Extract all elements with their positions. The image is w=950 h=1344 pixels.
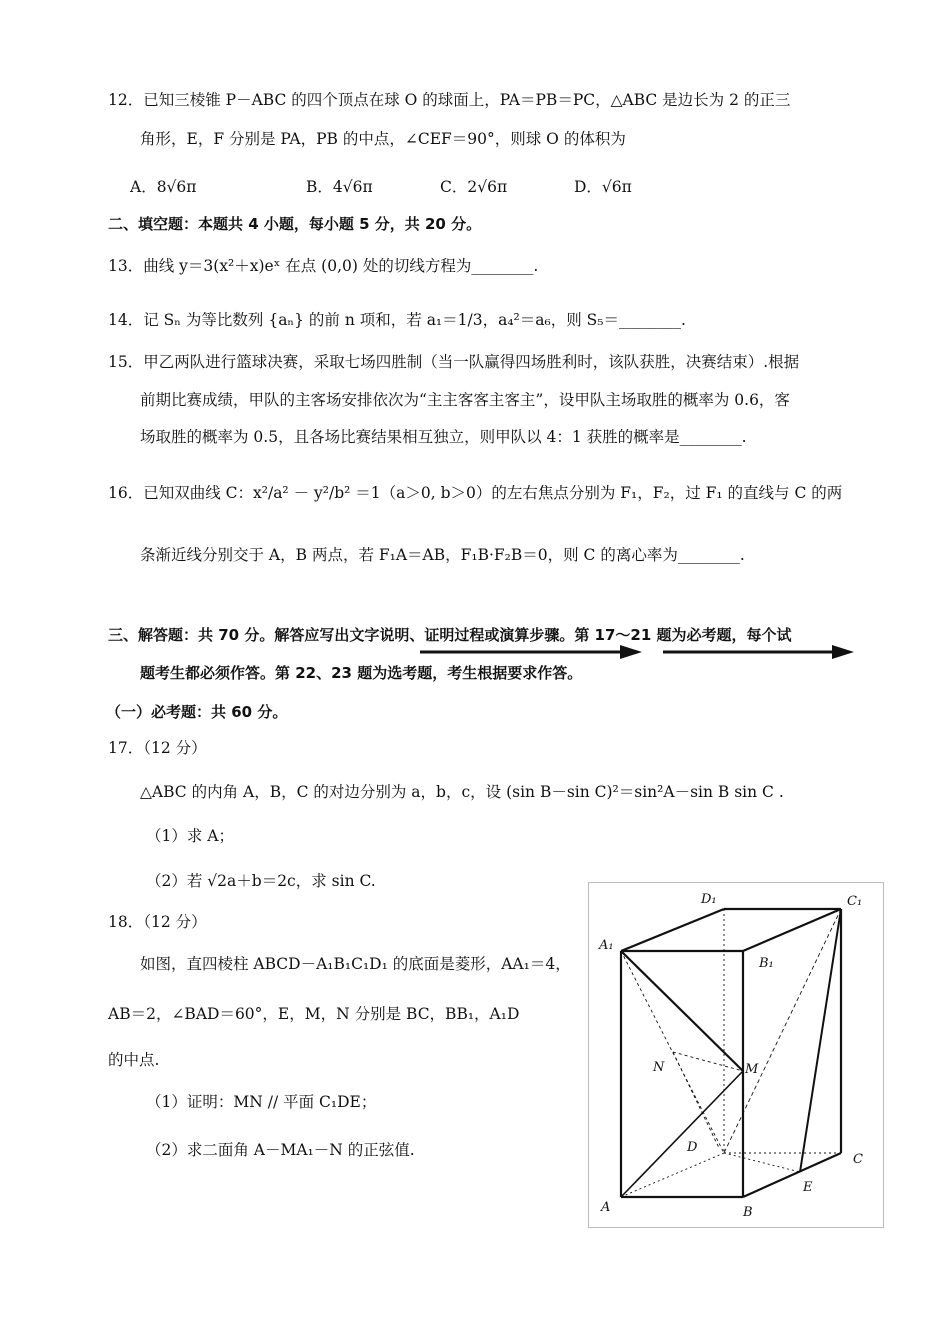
- q12-option-b: B．4√6π: [306, 178, 373, 196]
- q12-option-c: C．2√6π: [440, 178, 508, 196]
- q12-line2: 角形，E，F 分别是 PA，PB 的中点，∠CEF＝90°，则球 O 的体积为: [140, 130, 626, 148]
- label-c1: C₁: [847, 894, 863, 909]
- label-e: E: [803, 1180, 813, 1195]
- q16-line1: 16．已知双曲线 C：x²/a² － y²/b² ＝1（a＞0, b＞0）的左右焦点分别为 F₁，F₂，过 F₁ 的直线与 C 的两: [108, 484, 843, 502]
- prism-diagram: [589, 883, 883, 1227]
- section3-heading-line2: 题考生都必须作答。第 22、23 题为选考题，考生根据要求作答。: [140, 664, 583, 682]
- label-b: B: [743, 1205, 753, 1220]
- label-c: C: [853, 1152, 863, 1167]
- label-m: M: [745, 1062, 759, 1077]
- q12-option-d: D．√6π: [574, 178, 632, 196]
- q18-part2: （2）求二面角 A－MA₁－N 的正弦值.: [146, 1141, 415, 1159]
- q18-title: 18．（12 分）: [108, 913, 207, 931]
- q14: 14．记 Sₙ 为等比数列 {aₙ} 的前 n 项和，若 a₁＝1/3，a₄²＝a₆，则 S₅＝________.: [108, 311, 686, 329]
- q17-title: 17．（12 分）: [108, 739, 207, 757]
- section3-heading-line1: 三、解答题：共 70 分。解答应写出文字说明、证明过程或演算步骤。第 17～21 题为必考题，每个试: [108, 626, 792, 644]
- q18-stem-line3: 的中点.: [108, 1051, 160, 1069]
- q13: 13．曲线 y＝3(x²＋x)eˣ 在点 (0,0) 处的切线方程为________.: [108, 257, 539, 275]
- q18-stem-line2: AB＝2，∠BAD＝60°，E，M，N 分别是 BC，BB₁，A₁D: [108, 1005, 520, 1023]
- q15-line3: 场取胜的概率为 0.5，且各场比赛结果相互独立，则甲队以 4：1 获胜的概率是________.: [140, 428, 747, 446]
- q15-line2: 前期比赛成绩，甲队的主客场安排依次为“主主客客主客主”，设甲队主场取胜的概率为 0.6，客: [140, 391, 790, 409]
- label-b1: B₁: [759, 956, 774, 971]
- label-n: N: [653, 1060, 665, 1075]
- arrow-decoration: [420, 640, 870, 664]
- q12-line1: 12．已知三棱锥 P－ABC 的四个顶点在球 O 的球面上，PA＝PB＝PC，△ABC 是边长为 2 的正三: [108, 91, 791, 109]
- q18-part1: （1）证明：MN // 平面 C₁DE；: [146, 1093, 377, 1111]
- label-a: A: [601, 1200, 611, 1215]
- label-a1: A₁: [599, 938, 614, 953]
- prism-figure: [588, 882, 884, 1228]
- q18-stem-line1: 如图，直四棱柱 ABCD－A₁B₁C₁D₁ 的底面是菱形，AA₁＝4，: [140, 955, 571, 973]
- section3-subheading: （一）必考题：共 60 分。: [106, 703, 288, 721]
- label-d: D: [687, 1140, 698, 1155]
- q17-stem: △ABC 的内角 A，B，C 的对边分别为 a，b，c，设 (sin B－sin C)²＝sin²A－sin B sin C .: [140, 783, 784, 801]
- q17-part1: （1）求 A；: [146, 827, 234, 845]
- label-d1: D₁: [701, 892, 717, 907]
- q17-part2: （2）若 √2a＋b＝2c，求 sin C.: [146, 872, 376, 890]
- q12-option-a: A．8√6π: [130, 178, 197, 196]
- q15-line1: 15．甲乙两队进行篮球决赛，采取七场四胜制（当一队赢得四场胜利时，该队获胜，决赛结束）.根据: [108, 353, 800, 371]
- q16-line2: 条渐近线分别交于 A，B 两点，若 F₁A＝AB，F₁B·F₂B＝0，则 C 的离心率为________.: [140, 546, 745, 564]
- section2-heading: 二、填空题：本题共 4 小题，每小题 5 分，共 20 分。: [108, 215, 482, 233]
